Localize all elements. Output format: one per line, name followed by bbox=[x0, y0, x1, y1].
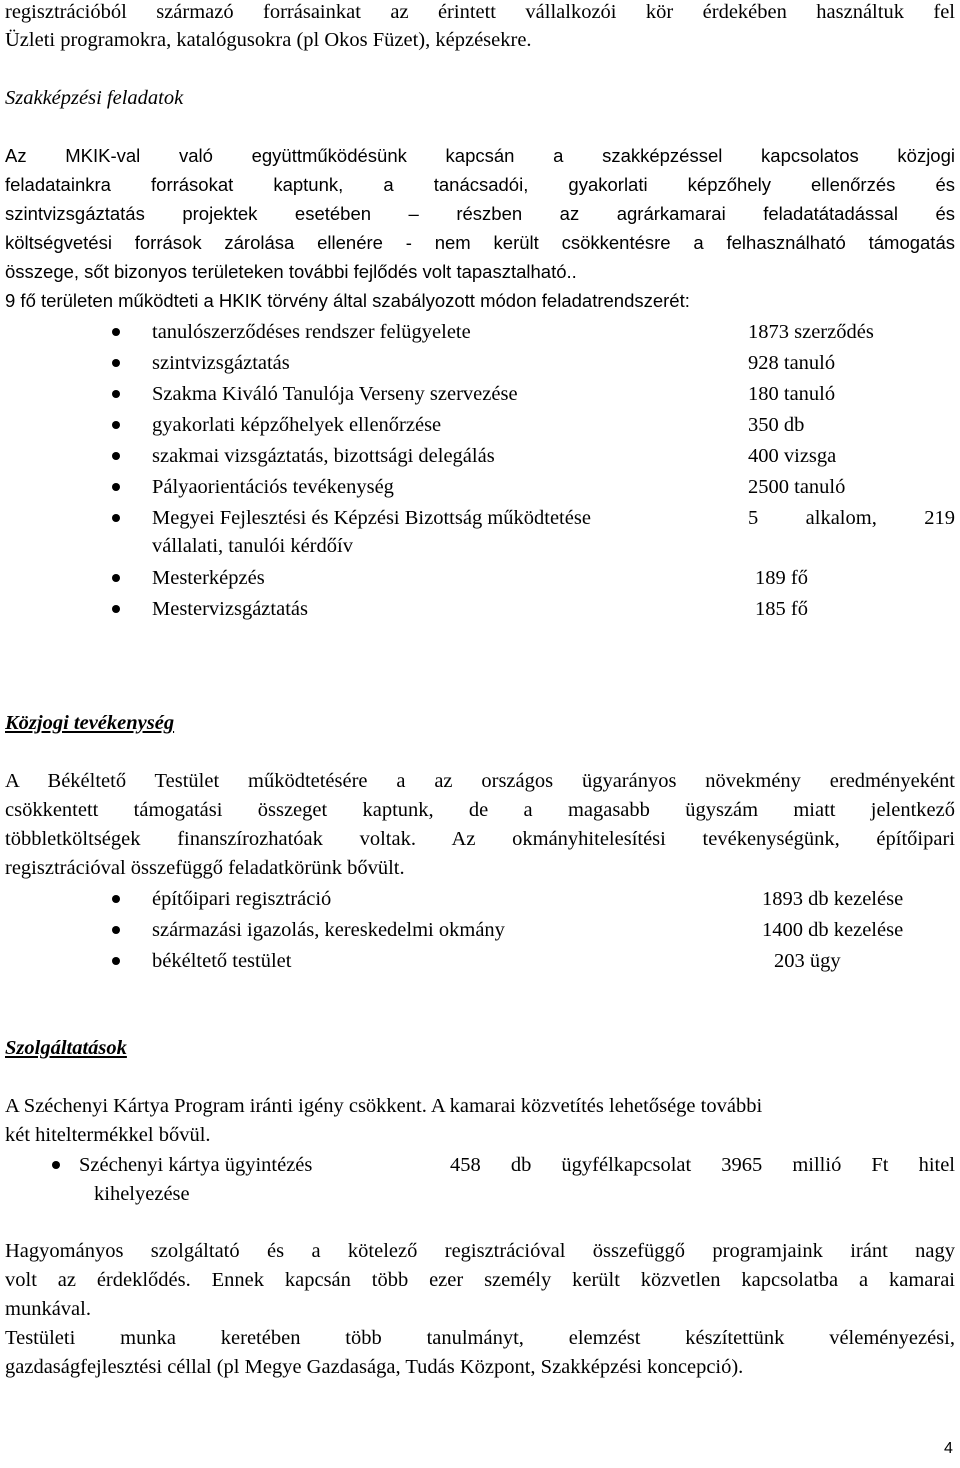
list-item-label: gyakorlati képzőhelyek ellenőrzése bbox=[152, 414, 442, 436]
page-number: 4 bbox=[944, 1440, 953, 1457]
list-item-continuation: kihelyezése bbox=[94, 1183, 190, 1205]
list-item-label: Mestervizsgáztatás bbox=[152, 598, 308, 620]
list-item-value: 350 db bbox=[748, 414, 805, 436]
list-item-label: szintvizsgáztatás bbox=[152, 352, 290, 374]
paragraph-line: Üzleti programokra, katalógusokra (pl Okos Füzet), képzésekre. bbox=[5, 29, 532, 51]
section-heading-szolgaltatasok: Szolgáltatások bbox=[5, 1037, 127, 1059]
list-item-label: építőipari regisztráció bbox=[152, 888, 332, 910]
list-item-value: 5 alkalom, 219 bbox=[748, 507, 955, 529]
list-item-value: 928 tanuló bbox=[748, 352, 836, 374]
bullet-icon bbox=[112, 895, 120, 903]
list-item-label: Mesterképzés bbox=[152, 567, 265, 589]
paragraph-line: regisztrációval összefüggő feladatkörünk bővült. bbox=[5, 857, 405, 879]
paragraph-line: A Békéltető Testület működtetésére a az országos ügyarányos növekmény eredményeként bbox=[5, 770, 955, 792]
paragraph-line: többletköltségek finanszírozhatóak voltak. Az okmányhitelesítési tevékenységünk, építőipari bbox=[5, 828, 955, 850]
paragraph-line: regisztrációból származó forrásainkat az érintett vállalkozói kör érdekében használtuk fel bbox=[5, 1, 955, 23]
list-item-value: 2500 tanuló bbox=[748, 476, 846, 498]
list-item-value: 180 tanuló bbox=[748, 383, 836, 405]
list-item-label: Szakma Kiváló Tanulója Verseny szervezése bbox=[152, 383, 518, 405]
list-intro: 9 fő területen működteti a HKIK törvény által szabályozott módon feladatrendszerét: bbox=[5, 290, 690, 311]
bullet-icon bbox=[112, 605, 120, 613]
paragraph-line: feladatainkra forrásokat kaptunk, a tanácsadói, gyakorlati képzőhely ellenőrzés és bbox=[5, 174, 955, 195]
section-heading-szakkepzes: Szakképzési feladatok bbox=[5, 87, 184, 109]
list-item-label: békéltető testület bbox=[152, 950, 292, 972]
list-item-label: Széchenyi kártya ügyintézés bbox=[79, 1154, 313, 1176]
list-item-value: 458 db ügyfélkapcsolat 3965 millió Ft hitel bbox=[450, 1154, 955, 1176]
list-item-label: Megyei Fejlesztési és Képzési Bizottság működtetése bbox=[152, 507, 591, 529]
list-item-value: 1893 db kezelése bbox=[762, 888, 904, 910]
list-item-label: tanulószerződéses rendszer felügyelete bbox=[152, 321, 471, 343]
bullet-icon bbox=[112, 328, 120, 336]
paragraph-line: összege, sőt bizonyos területeken további fejlődés volt tapasztalható.. bbox=[5, 261, 577, 282]
list-item-continuation: vállalati, tanulói kérdőív bbox=[152, 535, 353, 557]
paragraph-line: munkával. bbox=[5, 1298, 91, 1320]
list-item-value: 203 ügy bbox=[774, 950, 841, 972]
section-heading-kozjogi: Közjogi tevékenység bbox=[5, 712, 175, 734]
list-item-value: 189 fő bbox=[755, 567, 808, 589]
list-item-label: szakmai vizsgáztatás, bizottsági delegálás bbox=[152, 445, 495, 467]
bullet-icon bbox=[112, 574, 120, 582]
paragraph-line: volt az érdeklődés. Ennek kapcsán több ezer személy került közvetlen kapcsolatba a kamarai bbox=[5, 1269, 955, 1291]
list-item-label: származási igazolás, kereskedelmi okmány bbox=[152, 919, 505, 941]
bullet-icon bbox=[52, 1161, 60, 1169]
paragraph-line: Az MKIK-val való együttműködésünk kapcsán a szakképzéssel kapcsolatos közjogi bbox=[5, 145, 955, 166]
bullet-icon bbox=[112, 421, 120, 429]
bullet-icon bbox=[112, 926, 120, 934]
paragraph-line: Testületi munka keretében több tanulmányt, elemzést készítettünk véleményezési, bbox=[5, 1327, 955, 1349]
bullet-icon bbox=[112, 452, 120, 460]
bullet-icon bbox=[112, 390, 120, 398]
paragraph-line: két hiteltermékkel bővül. bbox=[5, 1124, 211, 1146]
bullet-icon bbox=[112, 514, 120, 522]
bullet-icon bbox=[112, 483, 120, 491]
paragraph-line: gazdaságfejlesztési céllal (pl Megye Gazdasága, Tudás Központ, Szakképzési koncepció). bbox=[5, 1356, 744, 1378]
list-item-value: 1400 db kezelése bbox=[762, 919, 904, 941]
paragraph-line: csökkentett támogatási összeget kaptunk, de a magasabb ügyszám miatt jelentkező bbox=[5, 799, 955, 821]
paragraph-line: A Széchenyi Kártya Program iránti igény csökkent. A kamarai közvetítés lehetősége további bbox=[5, 1095, 763, 1117]
paragraph-line: szintvizsgáztatás projektek esetében – részben az agrárkamarai feladatátadással és bbox=[5, 203, 955, 224]
paragraph-line: Hagyományos szolgáltató és a kötelező regisztrációval összefüggő programjaink iránt nagy bbox=[5, 1240, 955, 1262]
bullet-icon bbox=[112, 957, 120, 965]
bullet-icon bbox=[112, 359, 120, 367]
list-item-value: 400 vizsga bbox=[748, 445, 837, 467]
list-item-value: 1873 szerződés bbox=[748, 321, 874, 343]
list-item-value: 185 fő bbox=[755, 598, 808, 620]
list-item-label: Pályaorientációs tevékenység bbox=[152, 476, 394, 498]
paragraph-line: költségvetési források zárolása ellenére - nem került csökkentésre a felhasználható támogatás bbox=[5, 232, 955, 253]
